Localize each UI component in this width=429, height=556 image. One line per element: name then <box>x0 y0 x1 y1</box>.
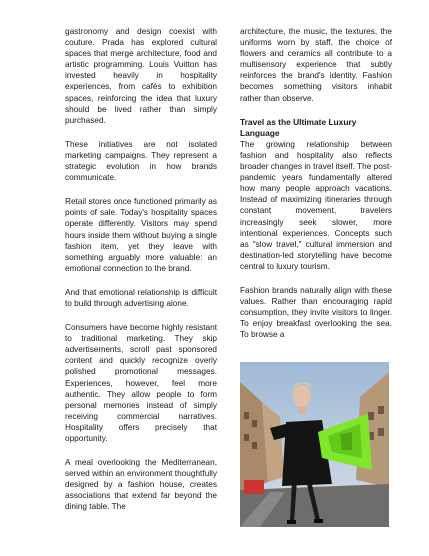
right-column <box>240 26 392 353</box>
paragraph: architecture, the music, the textures, the uniforms worn by staff, the choice of flowers and ceramics all contribute to a multisensory experience that subtly reinforces the brand's identity. Fashion becomes something visitors inhabit rather than observe. <box>240 27 392 103</box>
paragraph: And that emotional relationship is difficult to build through advertising alone. <box>65 287 217 308</box>
fashion-photo-illustration <box>240 362 389 527</box>
paragraph: Retail stores once functioned primarily as points of sale. Today's hospitality spaces operate differently. Visitors may spend hours inside them without buying a single fashion item, yet they leave with something arguably more valuable: an emotional connection to the brand. <box>65 197 217 273</box>
paragraph: gastronomy and design coexist with couture. Prada has explored cultural spaces that merge architecture, food and artistic programming. Louis Vuitton has invested heavily in hospitality experiences, from cafés to exhibition spaces, reinforcing the idea that luxury should be lived rather than simply purchased. <box>65 27 217 125</box>
paragraph: Fashion brands naturally align with these values. Rather than encouraging rapid consumption, they invite visitors to linger. To enjoy breakfast overlooking the sea. To browse a <box>240 285 392 340</box>
paragraph: The growing relationship between fashion and hospitality also reflects broader changes in travel itself. The post-pandemic years fundamentally altered how many people approach vacations. Instead of maximizing itineraries through constant movement, travelers increasingly seek slower, more intentional experiences. Concepts such as "slow travel," cultural immersion and destination-led storytelling have become central to luxury tourism. <box>240 139 392 271</box>
section-heading: Travel as the Ultimate Luxury Language <box>240 116 357 138</box>
paragraph: These initiatives are not isolated marketing campaigns. They represent a strategic evolution in how brands communicate. <box>65 139 217 183</box>
paragraph: Consumers have become highly resistant to traditional marketing. They skip advertisements, scroll past sponsored content and quickly recognize overly polished promotional messages. Experiences, however, feel more authentic. They allow people to form personal memories instead of simply receiving commercial narratives. Hospitality offers precisely that opportunity. <box>65 323 217 443</box>
paragraph: A meal overlooking the Mediterranean, served within an environment thoughtfully designed by a fashion house, creates associations that extend far beyond the dining table. The <box>65 458 217 512</box>
left-column <box>65 26 217 526</box>
fashion-photo <box>240 362 389 527</box>
